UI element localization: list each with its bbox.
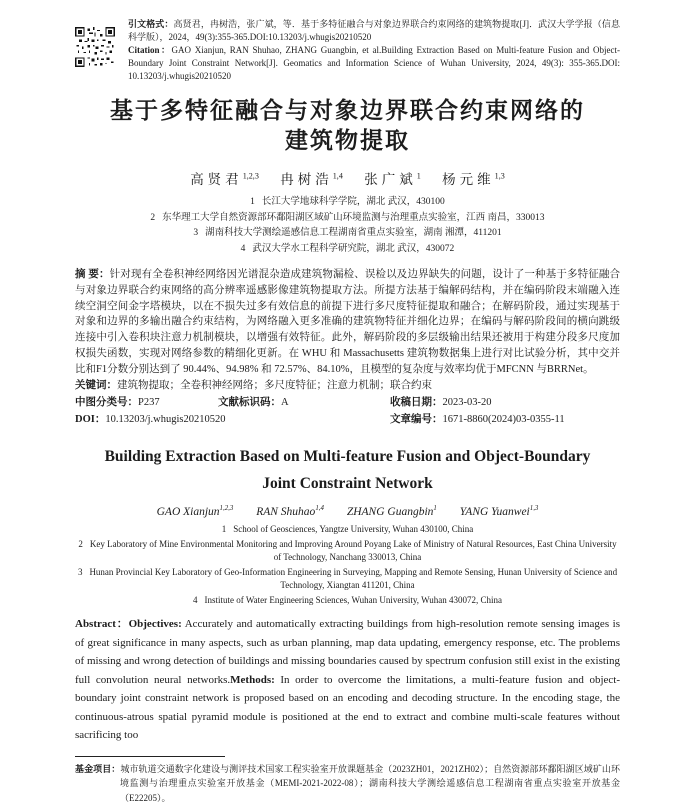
- author-affil-sup: 1: [416, 171, 421, 181]
- clc-number: [75, 394, 218, 411]
- clc-value: P237: [138, 396, 160, 408]
- article-id-value: 1671-8860(2024)03-0355-11: [442, 413, 565, 425]
- title-en-line2: Joint Constraint Network: [262, 474, 433, 492]
- abstract-cn-body: 针对现有全卷积神经网络因光谱混杂造成建筑物漏检、误检以及边界缺失的问题，设计了一种基于多特征融合与对象边界联合约束网络的高分辨率遥感影像建筑物提取方法。所提方法基于编解码结构，并在编码阶段末端融入连续空洞空间金字塔模块，以在不损失过多有效信息的前提下进行多尺度特征提取和融合；在解码阶段，通过实现基于对象和边界的多输出融合约束结构，为网络融入更多准确的建筑物特征并细化边界；在编码与解码阶段间的横向跳级连接中引入卷积块注意力机制模块，以增强有效特征。此外，解码阶段的多层级输出结果还被用于构建分段多尺度加权损失函数，实现对网络参数的精细化更新。在 WHU 和 Massachusetts 建筑物数据集上进行对比试验分析，其中交并比和F1分数分别达到了 90.44%、94.98% 和 72.57%、84.10%，且模型的复杂度与效率均优于MFCNN 与BRRNet。: [75, 269, 621, 375]
- abstract-en: [75, 615, 620, 745]
- affiliation-text: 湖南科技大学测绘遥感信息工程湖南省重点实验室，湖南 湘潭，411201: [205, 228, 502, 238]
- author-name: 张广斌: [364, 172, 417, 187]
- title-en-line1: Building Extraction Based on Multi-feature Fusion and Object-Boundary: [104, 447, 591, 465]
- citation-en-label: Citation：: [128, 45, 172, 55]
- footnote-rule: [75, 756, 225, 757]
- footnote: [75, 756, 620, 806]
- author-name: 冉树浩: [280, 172, 333, 187]
- author-affil-sup: 1,2,3: [219, 505, 234, 513]
- keywords-cn-body: 建筑物提取；全卷积神经网络；多尺度特征；注意力机制；联合约束: [117, 379, 432, 391]
- affiliation-num: 3: [77, 566, 83, 577]
- affiliations-en: [75, 523, 620, 607]
- doi: [75, 411, 390, 428]
- affiliation-text: Key Laboratory of Mine Environmental Monitoring and Improving Around Poyang Lake of Ministry of Natural Resources, East China University of Technology, Nanchang 330013, China: [89, 538, 617, 563]
- affiliation-text: 长江大学地球科学学院，湖北 武汉，430100: [261, 197, 445, 207]
- abstract-cn-label: 摘 要：: [75, 269, 110, 280]
- affiliation-text: 武汉大学水工程科学研究院，湖北 武汉，430072: [252, 243, 455, 254]
- abstract-cn: [75, 267, 620, 378]
- doc-code-label: 文献标识码：: [218, 396, 281, 408]
- affiliation-num: 4: [240, 243, 246, 254]
- doi-label: DOI：: [75, 413, 106, 425]
- affiliation-en: [75, 594, 620, 608]
- keywords-cn-label: 关键词：: [75, 379, 117, 391]
- received-date: [390, 394, 620, 411]
- citation-text: [128, 18, 620, 83]
- affiliation-text: 东华理工大学自然资源部环鄱阳湖区域矿山环境监测与治理重点实验室，江西 南昌，330013: [162, 212, 545, 223]
- citation-cn-body: 高贤君，冉树浩，张广斌，等．基于多特征融合与对象边界联合约束网络的建筑物提取[J]．武汉大学学报（信息科学版），2024，49(3):355-365.DOI:10.13203/j.whugis20210520: [128, 19, 620, 42]
- citation-header: [75, 18, 620, 83]
- author-en: [347, 506, 437, 518]
- author-cn: [364, 172, 421, 187]
- author-affil-sup: 1,4: [332, 171, 343, 181]
- doc-code-value: A: [281, 396, 289, 408]
- article-id-label: 文章编号：: [390, 413, 443, 425]
- received-value: 2023-03-20: [442, 396, 492, 408]
- affiliation-text: Institute of Water Engineering Sciences, Wuhan University, Wuhan 430072, China: [204, 594, 502, 605]
- affiliation-num: 2: [78, 538, 83, 549]
- received-label: 收稿日期：: [390, 396, 443, 408]
- title-cn-line2: 建筑物提取: [285, 128, 410, 153]
- author-name: RAN Shuhao: [256, 506, 316, 519]
- citation-en-body: GAO Xianjun, RAN Shuhao, ZHANG Guangbin, et al.Building Extraction Based on Multi-feature Fusion and Object-Boundary Joint Constraint Network[J]. Geomatics and Information Science of Wuhan University, 2024, 49(3): 355-365.DOI: 10.13203/j.whugis20210520: [128, 45, 620, 81]
- affiliation-text: School of Geosciences, Yangtze University, Wuhan 430100, China: [233, 524, 474, 535]
- author-name: GAO Xianjun: [156, 506, 220, 519]
- clc-label: 中图分类号：: [75, 396, 138, 408]
- affiliation-num: 1: [221, 524, 227, 535]
- affiliation-cn: [75, 242, 620, 258]
- author-name: YANG Yuanwei: [459, 506, 530, 519]
- affiliation-cn: [75, 226, 620, 242]
- affiliation-num: 3: [193, 228, 199, 238]
- keywords-cn: [75, 378, 620, 394]
- author-name: ZHANG Guangbin: [346, 506, 434, 519]
- abstract-methods-label: Methods:: [230, 673, 275, 686]
- doc-code: [218, 394, 390, 411]
- author-en: [256, 506, 324, 518]
- abstract-methods-text: In order to overcome the limitations, a multi-feature fusion and object-boundary joint constraint network is proposed based on an encoding and decoding structure. In the encoding stage, the continuous-atrous spatial pyramid module is positioned at the end to extract and combine multi-scale features without sacrificing too: [75, 673, 620, 742]
- author-name: 杨元维: [442, 172, 495, 187]
- author-affil-sup: 1,2,3: [242, 171, 259, 181]
- citation-cn: [128, 18, 620, 44]
- author-affil-sup: 1,4: [315, 505, 324, 513]
- author-cn: [190, 172, 259, 187]
- affiliation-num: 1: [250, 197, 255, 207]
- funding-note: [75, 762, 620, 806]
- abstract-objectives-text: Accurately and automatically extracting buildings from high-resolution remote sensing images is of great significance in many aspects, such as urban planning, map data updating, emergency response, etc. The problems of missing and wrong detection of buildings and missing boundaries caused by spectrum confusion still exist in the existing full convolution neural networks.: [75, 618, 621, 686]
- paper-title-en: [75, 443, 620, 497]
- affiliation-en: [75, 566, 620, 593]
- affiliation-num: 4: [193, 594, 198, 605]
- article-id: [390, 411, 620, 428]
- funding-text: 城市轨道交通数字化建设与测评技术国家工程实验室开放课题基金（2023ZH01，2021ZH02）；自然资源部环鄱阳湖区域矿山环境监测与治理重点实验室开放基金（MEMI-2021-2022-08）；湖南科技大学测绘遥感信息工程湖南省重点实验室开放基金（E22205）。: [120, 763, 620, 803]
- meta-row-2: [75, 411, 620, 428]
- affiliation-cn: [75, 211, 620, 227]
- authors-cn: [75, 168, 620, 188]
- funding-label: 基金项目：: [75, 763, 121, 774]
- abstract-en-label: Abstract：: [75, 618, 129, 631]
- doi-value: 10.13203/j.whugis20210520: [105, 413, 226, 425]
- author-cn: [280, 172, 343, 187]
- author-en: [460, 506, 539, 518]
- authors-en: [75, 506, 620, 519]
- author-cn: [442, 172, 505, 187]
- author-affil-sup: 1,3: [494, 171, 505, 181]
- affiliation-text: Hunan Provincial Key Laboratory of Geo-Information Engineering in Surveying, Mapping and Remote Sensing, Hunan University of Science and Technology, Xiangtan 411201, China: [89, 566, 618, 591]
- affiliation-cn: [75, 195, 620, 211]
- author-name: 高贤君: [190, 172, 243, 187]
- citation-cn-label: 引文格式：: [128, 19, 174, 29]
- paper-title-cn: [75, 96, 620, 156]
- author-affil-sup: 1,3: [529, 505, 539, 513]
- affiliation-en: [75, 523, 620, 537]
- abstract-objectives-label: Objectives:: [128, 618, 182, 631]
- meta-row-1: [75, 394, 620, 411]
- citation-en: [128, 44, 620, 83]
- author-en: [157, 506, 234, 518]
- author-affil-sup: 1: [433, 505, 437, 513]
- qr-code-icon: [75, 27, 115, 67]
- title-cn-line1: 基于多特征融合与对象边界联合约束网络的: [110, 98, 585, 123]
- affiliations-cn: [75, 195, 620, 257]
- affiliation-num: 2: [150, 212, 156, 223]
- affiliation-en: [75, 538, 620, 565]
